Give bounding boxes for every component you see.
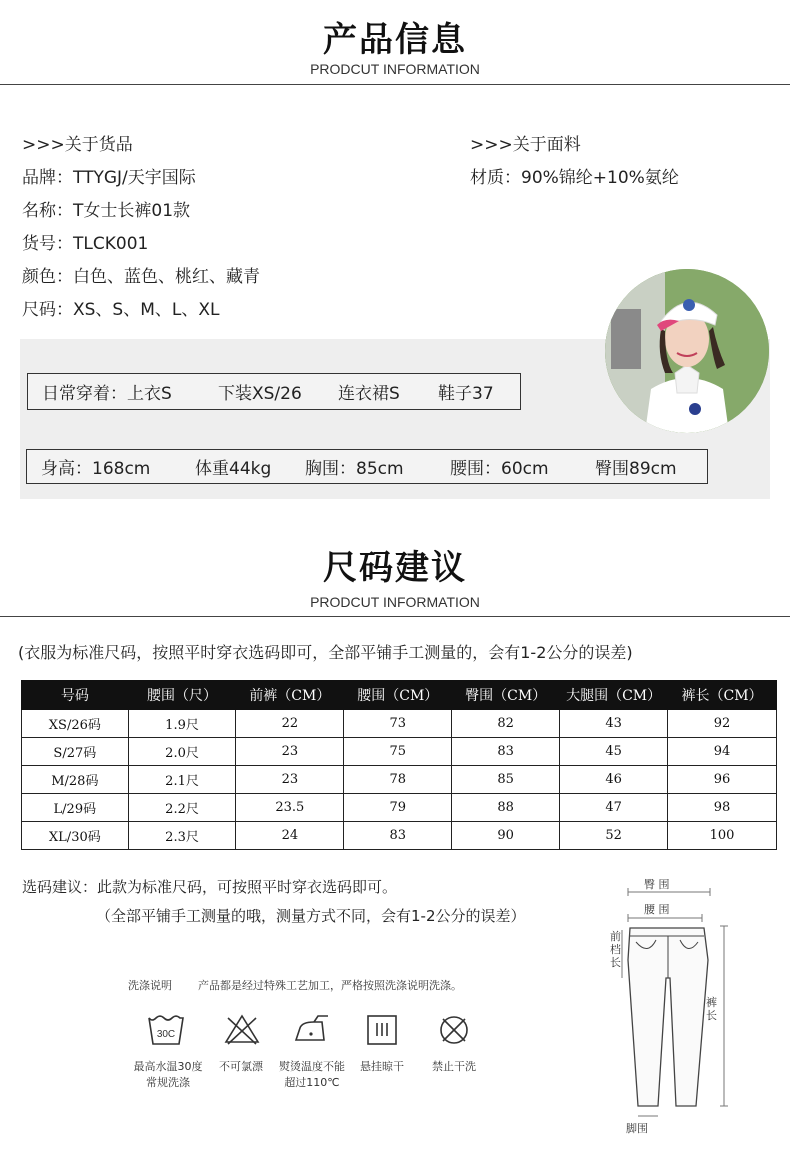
no-bleach-icon [222,1010,262,1054]
iron-label-2: 超过110℃ [284,1076,340,1089]
no-dry-clean-icon [434,1010,474,1054]
material-line: 材质：90%锦纶+10%氨纶 [470,168,679,188]
cell-thigh: 45 [560,738,668,766]
cell-waist-cm: 79 [344,794,452,822]
about-fabric-heading: >>>关于面料 [470,135,581,155]
cell-waist-cm: 83 [344,822,452,850]
header-front-rise: 前裤（CM） [236,681,344,710]
cell-length: 94 [668,738,777,766]
hang-dry-icon [362,1010,402,1054]
cell-waist-chi: 1.9尺 [128,710,236,738]
label-hem: 脚围 [626,1122,648,1135]
cell-front-rise: 23 [236,738,344,766]
colors-line: 颜色：白色、蓝色、桃红、藏青 [22,267,260,287]
size-note: (衣服为标准尺码，按照平时穿衣选码即可，全部平铺手工测量的，会有1-2公分的误差) [18,643,633,662]
cell-size: M/28码 [22,766,129,794]
cell-front-rise: 23.5 [236,794,344,822]
table-row [22,710,777,738]
header-length: 裤长（CM） [668,681,777,710]
cell-waist-cm: 75 [344,738,452,766]
cell-hip: 88 [452,794,560,822]
label-waist: 腰 围 [644,903,670,916]
cell-waist-chi: 2.0尺 [128,738,236,766]
section-title-product-info: 产品信息 [323,20,467,60]
size-table-header-row [22,681,777,710]
about-goods-heading: >>>关于货品 [22,135,133,155]
cell-hip: 90 [452,822,560,850]
wash-heading: 洗涤说明 [128,979,172,992]
cell-front-rise: 22 [236,710,344,738]
no-bleach-label-1: 不可氯漂 [219,1060,263,1073]
cell-waist-cm: 73 [344,710,452,738]
advice-line-2: （全部平铺手工测量的哦，测量方式不同，会有1-2公分的误差） [96,907,526,925]
cell-length: 92 [668,710,777,738]
iron-icon [292,1010,332,1054]
table-row [22,794,777,822]
daily-wear-top: 日常穿着：上衣S [42,384,172,404]
measurements-box [26,449,708,484]
daily-wear-bottom: 下装XS/26 [218,384,302,404]
size-table [21,680,777,850]
label-length: 裤长 [706,996,717,1022]
sizes-line: 尺码：XS、S、M、L、XL [22,300,220,320]
no-bleach-label [208,1058,274,1074]
header-size: 号码 [22,681,129,710]
label-front-rise: 前档长 [610,930,621,969]
wash-30-label-1: 最高水温30度 [133,1060,203,1073]
advice-line-1: 选码建议：此款为标准尺码，可按照平时穿衣选码即可。 [22,878,398,896]
wash-temp-label: 30C [156,1029,176,1040]
section-subtitle: PRODCUT INFORMATION [310,594,480,610]
wash-30-icon [146,1010,186,1054]
cell-front-rise: 24 [236,822,344,850]
cell-size: XL/30码 [22,822,129,850]
iron-label [272,1058,352,1090]
cell-waist-chi: 2.1尺 [128,766,236,794]
hang-dry-label-1: 悬挂晾干 [360,1060,404,1073]
no-dry-clean-label-1: 禁止干洗 [432,1060,476,1073]
cell-hip: 82 [452,710,560,738]
cell-length: 98 [668,794,777,822]
model-avatar [605,269,769,433]
label-hip: 臀 围 [644,878,670,891]
table-row [22,822,777,850]
header-thigh: 大腿围（CM） [560,681,668,710]
cell-hip: 85 [452,766,560,794]
header-hip: 臀围（CM） [452,681,560,710]
wash-30-label-2: 常规洗涤 [146,1076,190,1089]
daily-wear-box [27,373,521,410]
cell-size: L/29码 [22,794,129,822]
iron-label-1: 熨烫温度不能 [279,1060,345,1073]
cell-size: XS/26码 [22,710,129,738]
sku-line: 货号：TLCK001 [22,234,149,254]
measure-height: 身高：168cm [41,459,151,479]
daily-wear-dress: 连衣裙S [338,384,400,404]
cell-waist-chi: 2.2尺 [128,794,236,822]
daily-wear-shoes: 鞋子37 [438,384,494,404]
table-row [22,766,777,794]
wash-30-label [120,1058,216,1090]
brand-line: 品牌：TTYGJ/天宇国际 [22,168,196,188]
cell-waist-chi: 2.3尺 [128,822,236,850]
cell-length: 100 [668,822,777,850]
table-row [22,738,777,766]
measure-waist: 腰围：60cm [450,459,549,479]
cell-hip: 83 [452,738,560,766]
section-title-size-advice: 尺码建议 [323,548,467,588]
pants-diagram [600,870,740,1140]
no-dry-clean-label [422,1058,486,1074]
header-waist-chi: 腰围（尺） [128,681,236,710]
cell-size: S/27码 [22,738,129,766]
measure-hip: 臀围89cm [595,459,677,479]
cell-thigh: 47 [560,794,668,822]
cell-front-rise: 23 [236,766,344,794]
wash-description: 产品都是经过特殊工艺加工，严格按照洗涤说明洗涤。 [198,979,462,992]
cell-thigh: 46 [560,766,668,794]
divider [0,616,790,617]
hang-dry-label [350,1058,414,1074]
section-subtitle: PRODCUT INFORMATION [310,61,480,77]
divider [0,84,790,85]
cell-waist-cm: 78 [344,766,452,794]
cell-length: 96 [668,766,777,794]
measure-weight: 体重44kg [195,459,272,479]
name-line: 名称：T女士长裤01款 [22,201,191,221]
header-waist-cm: 腰围（CM） [344,681,452,710]
cell-thigh: 43 [560,710,668,738]
cell-thigh: 52 [560,822,668,850]
measure-bust: 胸围：85cm [305,459,404,479]
